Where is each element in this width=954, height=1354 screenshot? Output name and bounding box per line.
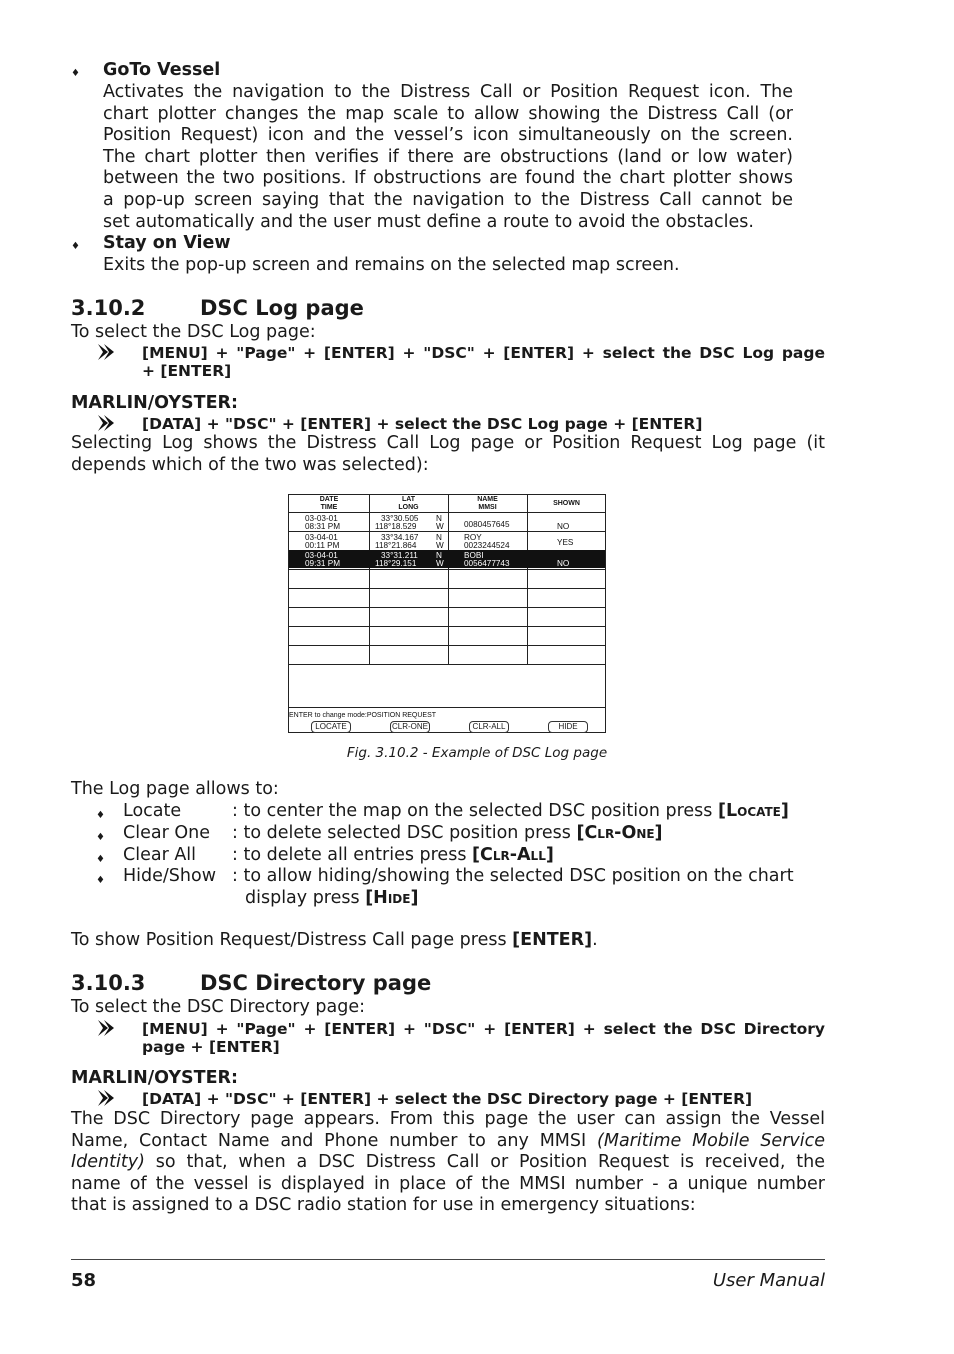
log-row[interactable]	[289, 550, 605, 568]
marlin-label: MARLIN/OYSTER:	[71, 393, 239, 413]
row-lat: 33°34.167	[381, 532, 419, 542]
paragraph: that is assigned to a DSC radio station for use in emergency situations:	[71, 1195, 696, 1215]
option-desc: : to delete all entries press [Clr-All]	[232, 844, 554, 865]
row-time: 09:31 PM	[305, 559, 341, 568]
section-intro: To select the DSC Log page:	[71, 322, 316, 342]
option-desc: : to delete selected DSC position press [Clr-One]	[232, 822, 663, 843]
paragraph: To show Position Request/Distress Call page press [ENTER].	[71, 930, 598, 950]
row-date: 03-04-01	[305, 532, 338, 542]
goto-title: GoTo Vessel	[103, 60, 221, 80]
option-label: Locate	[123, 801, 182, 821]
row-shown: NO	[557, 559, 570, 568]
log-row[interactable]	[289, 532, 605, 550]
goto-line: chart plotter changes the map scale to allow showing the Distress Call (or	[103, 103, 793, 124]
row-ew: W	[436, 540, 444, 550]
row-time: 08:31 PM	[305, 522, 341, 531]
paragraph: The DSC Directory page appears. From this page the user can assign the Vessel	[71, 1109, 825, 1129]
command-line: [MENU] + "Page" + [ENTER] + "DSC" + [ENTER] + select the DSC Log page	[142, 344, 825, 362]
section-heading: 3.10.3 DSC Directory page	[71, 971, 432, 995]
option-label: Clear All	[123, 844, 197, 865]
row-long: 118°21.864	[375, 540, 417, 550]
row-name: BOBI	[464, 551, 484, 560]
arrow-icon	[95, 414, 119, 432]
section-heading: 3.10.2 DSC Log page	[71, 296, 364, 320]
grid-line	[289, 569, 605, 570]
dsc-log-figure	[288, 494, 606, 733]
paragraph: The Log page allows to:	[71, 779, 279, 799]
grid-line	[289, 626, 605, 627]
paragraph: depends which of the two was selected):	[71, 455, 429, 475]
bullet-icon: ♦	[96, 853, 105, 865]
option-label: Hide/Show	[123, 866, 217, 887]
arrow-icon	[95, 343, 119, 361]
bullet-icon: ♦	[96, 810, 105, 821]
log-row[interactable]	[289, 513, 605, 531]
goto-line: The chart plotter then verifies if there are obstructions (land or low water)	[103, 146, 793, 167]
footer-title: User Manual	[712, 1270, 825, 1291]
figure-caption: Fig. 3.10.2 - Example of DSC Log page	[346, 745, 608, 761]
section-intro: To select the DSC Directory page:	[71, 997, 366, 1017]
option-label: Clear One	[123, 822, 210, 843]
stay-title: Stay on View	[103, 233, 231, 253]
bullet-icon: ♦	[96, 831, 105, 843]
locate-button[interactable]: LOCATE	[311, 721, 351, 733]
footer-divider	[71, 1259, 825, 1260]
header-shown: SHOWN	[553, 500, 580, 507]
paragraph: Name, Contact Name and Phone number to any MMSI (Maritime Mobile Service	[71, 1131, 825, 1151]
stay-text: Exits the pop-up screen and remains on the selected map screen.	[103, 255, 680, 275]
clr-all-button[interactable]: CLR-ALL	[469, 721, 509, 733]
row-ns: N	[436, 514, 442, 523]
marlin-label: MARLIN/OYSTER:	[71, 1068, 239, 1088]
bullet-icon: ♦	[71, 241, 80, 252]
row-mmsi: 0056477743	[464, 559, 510, 568]
grid-line	[289, 588, 605, 589]
header-lat: LAT LONG	[398, 496, 419, 511]
command-line: [DATA] + "DSC" + [ENTER] + select the DSC Directory page + [ENTER]	[142, 1090, 753, 1108]
row-lat: 33°31.211	[381, 551, 418, 560]
figure-footer-note: ENTER to change mode:POSITION REQUEST	[289, 712, 437, 719]
command-line: + [ENTER]	[142, 362, 232, 380]
goto-line: a pop-up screen saying that the navigation to the Distress Call cannot be	[103, 190, 793, 210]
row-shown: NO	[557, 522, 570, 531]
paragraph: Identity) so that, when a DSC Distress Call or Position Request is received, the	[71, 1152, 825, 1172]
grid-line	[289, 707, 605, 708]
page-number: 58	[71, 1270, 97, 1291]
arrow-icon	[95, 1019, 119, 1037]
row-ew: W	[436, 522, 444, 531]
row-ns: N	[436, 532, 442, 542]
row-date: 03-04-01	[305, 551, 338, 560]
hide-button[interactable]: HIDE	[548, 721, 588, 733]
grid-line	[289, 607, 605, 608]
bullet-icon: ♦	[96, 875, 105, 887]
goto-line: Position Request) icon and the vessel’s icon simultaneously on the screen.	[103, 125, 793, 146]
command-line: [DATA] + "DSC" + [ENTER] + select the DSC Log page + [ENTER]	[142, 415, 703, 433]
header-date: DATE TIME	[319, 496, 339, 511]
goto-line: between the two positions. If obstructions are found the chart plotter shows	[103, 168, 793, 189]
row-mmsi: 0080457645	[464, 520, 510, 529]
command-line: page + [ENTER]	[142, 1038, 280, 1056]
row-long: 118°18.529	[375, 522, 417, 531]
row-time: 00:11 PM	[305, 540, 340, 550]
header-name: NAME MMSI	[477, 496, 498, 511]
goto-line: set automatically and the user must define a route to avoid the obstacles.	[103, 211, 754, 232]
row-date: 03-03-01	[305, 514, 338, 523]
row-shown: YES	[557, 537, 574, 547]
paragraph: Selecting Log shows the Distress Call Log page or Position Request Log page (it	[71, 433, 825, 453]
arrow-icon	[95, 1089, 119, 1107]
row-name: ROY	[464, 532, 482, 542]
option-desc: : to allow hiding/showing the selected DSC position on the chart display press [Hide]	[232, 866, 794, 908]
command-line: [MENU] + "Page" + [ENTER] + "DSC" + [ENTER] + select the DSC Directory	[142, 1020, 825, 1038]
row-lat: 33°30.505	[381, 514, 419, 523]
row-long: 118°29.151	[375, 559, 417, 568]
goto-line: Activates the navigation to the Distress Call or Position Request icon. The	[103, 82, 793, 102]
paragraph: name of the vessel is displayed in place of the MMSI number - a unique number	[71, 1174, 825, 1194]
grid-line	[289, 645, 605, 646]
row-ns: N	[436, 551, 442, 560]
bullet-icon: ♦	[71, 68, 80, 79]
grid-line	[289, 664, 605, 665]
row-ew: W	[436, 559, 444, 568]
option-desc: : to center the map on the selected DSC position press [Locate]	[232, 801, 789, 821]
clr-one-button[interactable]: CLR-ONE	[391, 722, 428, 731]
row-mmsi: 0023244524	[464, 540, 510, 550]
